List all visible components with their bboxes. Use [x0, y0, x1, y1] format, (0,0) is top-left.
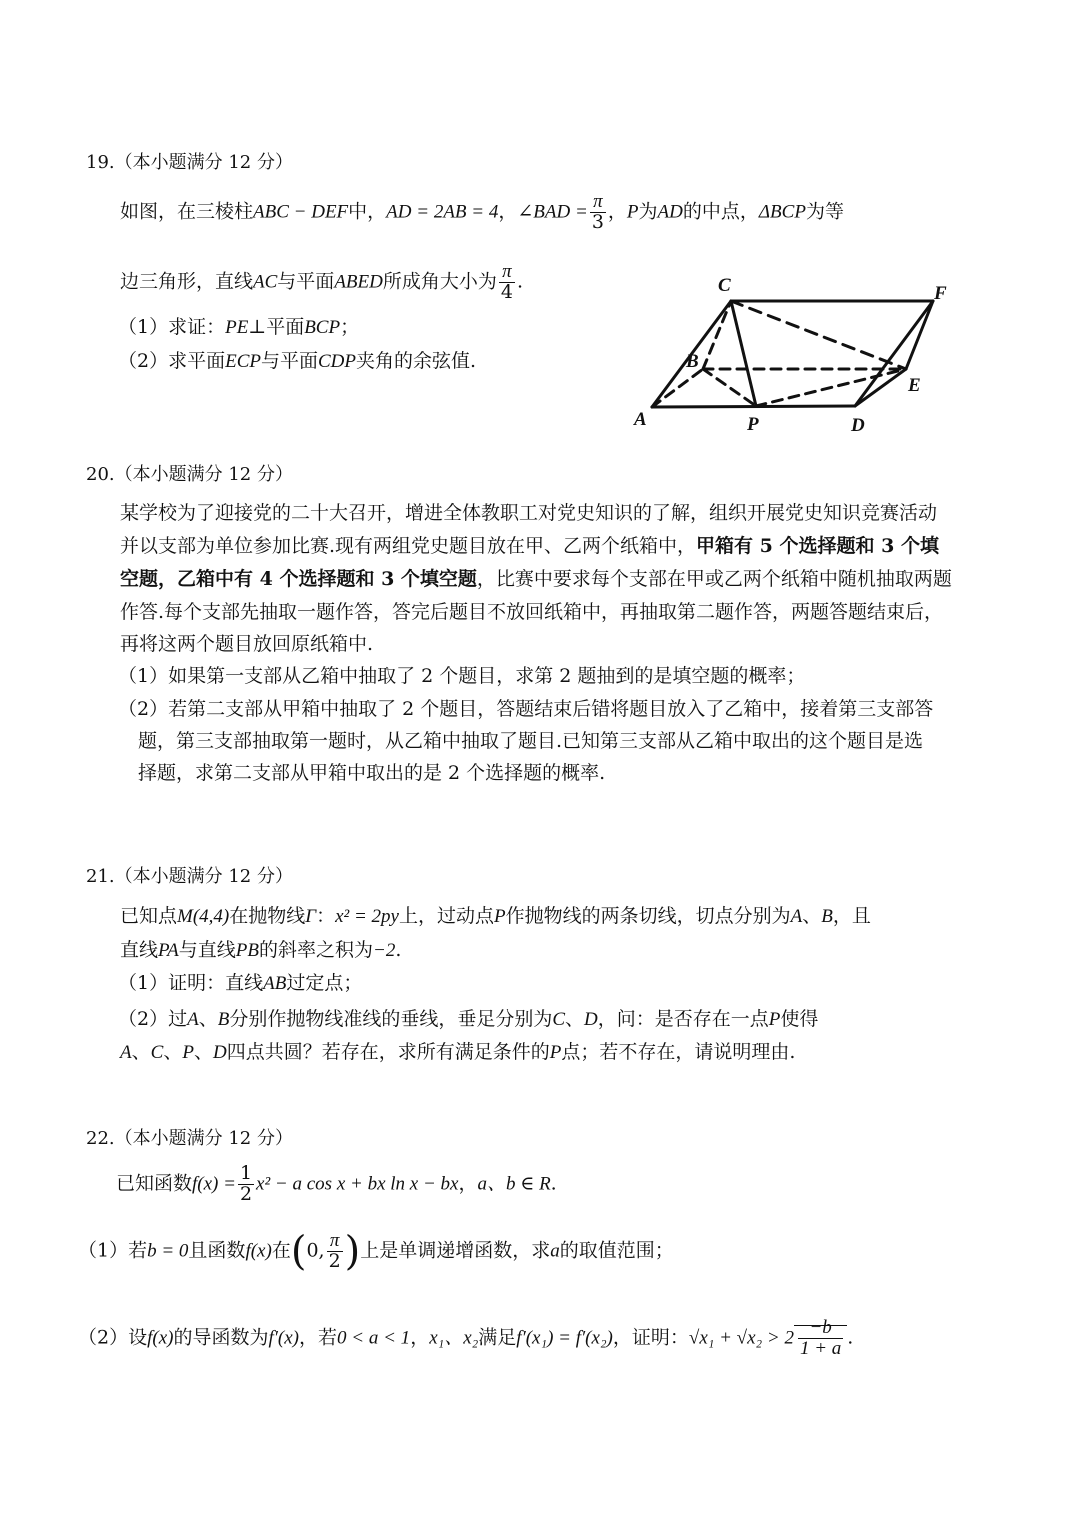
q21-sub-2-line-1: （2）过A、B分别作抛物线准线的垂线，垂足分别为C、D，问：是否存在一点P使得 [118, 1008, 819, 1030]
fraction-1-2: $\frac{1}{2}$ [239, 1162, 253, 1205]
edge-AD [652, 406, 855, 407]
q21-line-2: 直线PA与直线PB的斜率之积为−2. [120, 939, 402, 961]
q20-line-3: 空题，乙箱中有 4 个选择题和 3 个填空题，比赛中要求每个支部在甲或乙两个纸箱中随机抽取两题 [120, 568, 952, 590]
q19-header: 19.（本小题满分 12 分） [86, 152, 293, 173]
sqrt-radical [794, 1317, 847, 1359]
label-A: A [634, 409, 647, 430]
edge-CE [731, 301, 906, 369]
q21-line-1: 已知点M(4,4)在抛物线Γ：x² = 2py上，过动点P作抛物线的两条切线，切点分别为A、B，且 [120, 905, 871, 927]
label-C: C [718, 275, 731, 296]
q19-line-2: 边三角形，直线AC与平面ABED所成角大小为 $\frac{\pi}{4}$ . [120, 261, 524, 303]
fraction-negb-1plusa: $\frac{-b}{1 + a}$ [799, 1317, 842, 1359]
q19-sub-2: （2）求平面ECP与平面CDP夹角的余弦值. [118, 350, 477, 372]
label-B: B [686, 351, 699, 372]
q22-header: 22.（本小题满分 12 分） [86, 1128, 293, 1149]
q20-line-1: 某学校为了迎接党的二十大召开，增进全体教职工对党史知识的了解，组织开展党史知识竞赛活动 [120, 502, 938, 524]
prism-figure [628, 265, 958, 440]
q20-sub-1: （1）如果第一支部从乙箱中抽取了 2 个题目，求第 2 题抽到的是填空题的概率； [118, 665, 806, 687]
q20-sub-2-line-1: （2）若第二支部从甲箱中抽取了 2 个题目，答题结束后错将题目放入了乙箱中，接着第三支部答 [118, 698, 934, 720]
q20-line-5: 再将这两个题目放回原纸箱中. [120, 633, 374, 655]
edge-FE [906, 301, 933, 369]
fraction-pi-3: $\frac{\pi}{3}$ [591, 191, 604, 233]
q20-line-4: 作答.每个支部先抽取一题作答，答完后题目不放回纸箱中，再抽取第二题作答，两题答题结束后， [120, 601, 944, 623]
q21-sub-2-line-2: A、C、P、D四点共圆？若存在，求所有满足条件的P点；若不存在，请说明理由. [120, 1041, 796, 1063]
fraction-pi-4: $\frac{\pi}{4}$ [500, 261, 513, 303]
q20-sub-2-line-2: 题，第三支部抽取第一题时，从乙箱中抽取了题目.已知第三支部从乙箱中取出的这个题目是选 [138, 730, 924, 752]
q20-sub-2-line-3: 择题，求第二支部从甲箱中取出的是 2 个选择题的概率. [138, 762, 606, 784]
label-D: D [851, 415, 865, 436]
q22-sub-2: （2）设f(x)的导函数为f′(x)，若0 < a < 1，x₁、x₂满足f′(x₁) = f′(x₂)，证明：√x₁ + √x₂ > 2 $\frac{-b}{1 + a}$ . [78, 1317, 854, 1359]
q22-line-1: 已知函数f(x) = $\frac{1}{2}$ x² − a cos x + bx ln x − bx，a、b ∈ R. [116, 1162, 557, 1205]
label-E: E [908, 375, 921, 396]
q19-line-1: 如图，在三棱柱ABC − DEF中，AD = 2AB = 4，∠BAD = $\frac{\pi}{3}$ ，P为AD的中点，ΔBCP为等 [120, 191, 844, 233]
q21-header: 21.（本小题满分 12 分） [86, 866, 293, 887]
q22-sub-1: （1）若b = 0且函数f(x)在(0, $\frac{\pi}{2}$ )上是单调递增函数，求a的取值范围； [78, 1228, 674, 1275]
label-P: P [747, 414, 759, 435]
q20-line-2: 并以支部为单位参加比赛.现有两组党史题目放在甲、乙两个纸箱中，甲箱有 5 个选择题和 3 个填 [120, 535, 939, 557]
q20-header: 20.（本小题满分 12 分） [86, 464, 293, 485]
q19-sub-1: （1）求证：PE⊥平面BCP； [118, 316, 360, 338]
edge-PE [756, 369, 906, 406]
fraction-pi-2: $\frac{\pi}{2}$ [328, 1230, 341, 1272]
q21-sub-1: （1）证明：直线AB过定点； [118, 972, 363, 994]
label-F: F [934, 283, 947, 304]
